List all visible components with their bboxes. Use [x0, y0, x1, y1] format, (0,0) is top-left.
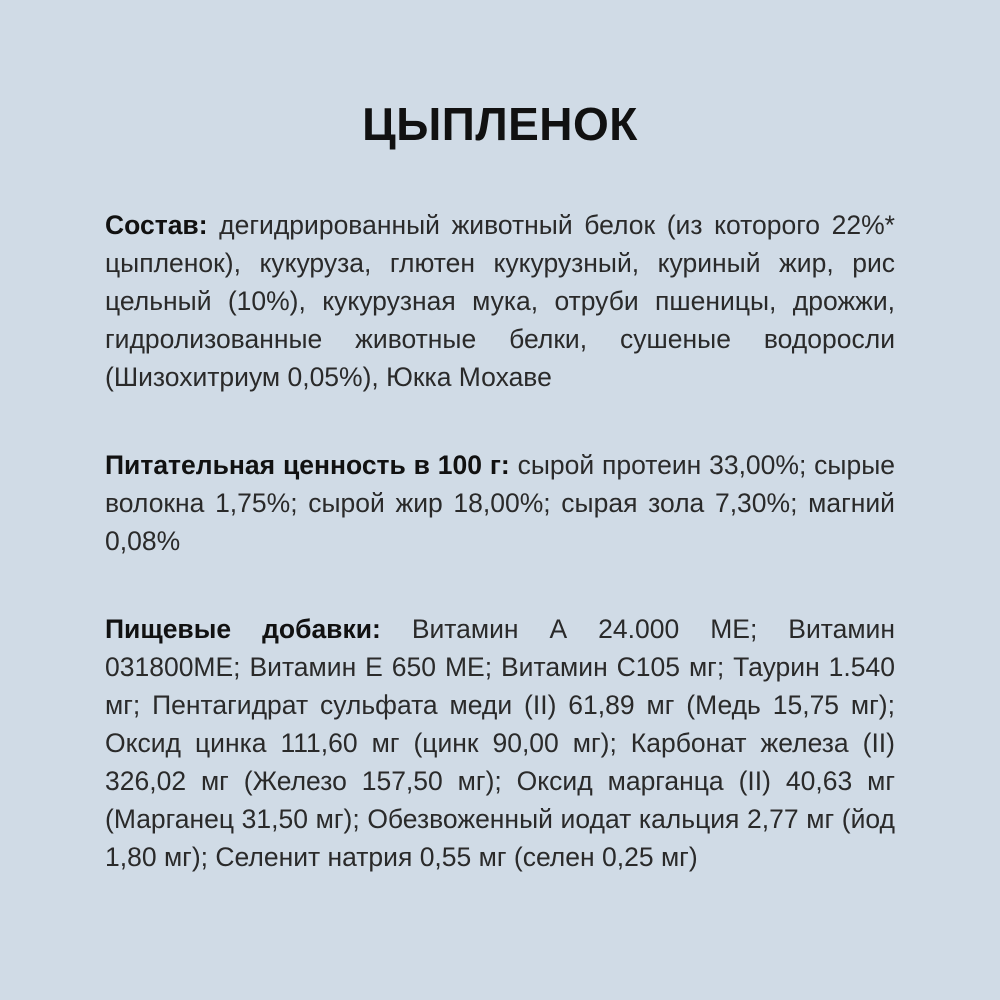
nutrition-label: Питательная ценность в 100 г:	[105, 450, 510, 480]
composition-paragraph	[105, 206, 895, 396]
additives-text: Витамин А 24.000 МЕ; Витамин 031800МЕ; Витамин Е 650 МЕ; Витамин С105 мг; Таурин 1.540 мг; Пентагидрат сульфата меди (II) 61,89 мг (Медь 15,75 мг); Оксид цинка 111,60 мг (цинк 90,00 мг); Карбонат железа (II) 326,02 мг (Железо 157,50 мг); Оксид марганца (II) 40,63 мг (Марганец 31,50 мг); Обезвоженный иодат кальция 2,77 мг (йод 1,80 мг); Селенит натрия 0,55 мг (селен 0,25 мг)	[105, 614, 895, 872]
composition-text: дегидрированный животный белок (из которого 22%* цыпленок), кукуруза, глютен кукурузный, куриный жир, рис цельный (10%), кукурузная мука, отруби пшеницы, дрожжи, гидролизованные животные белки, сушеные водоросли (Шизохитриум 0,05%), Юкка Мохаве	[105, 210, 895, 392]
composition-label: Состав:	[105, 210, 208, 240]
additives-label: Пищевые добавки:	[105, 614, 381, 644]
additives-paragraph	[105, 610, 895, 876]
nutrition-text: сырой протеин 33,00%; сырые волокна 1,75%; сырой жир 18,00%; сырая зола 7,30%; магний 0,08%	[105, 450, 895, 556]
nutrition-paragraph	[105, 446, 895, 560]
page-title: ЦЫПЛЕНОК	[362, 98, 638, 150]
